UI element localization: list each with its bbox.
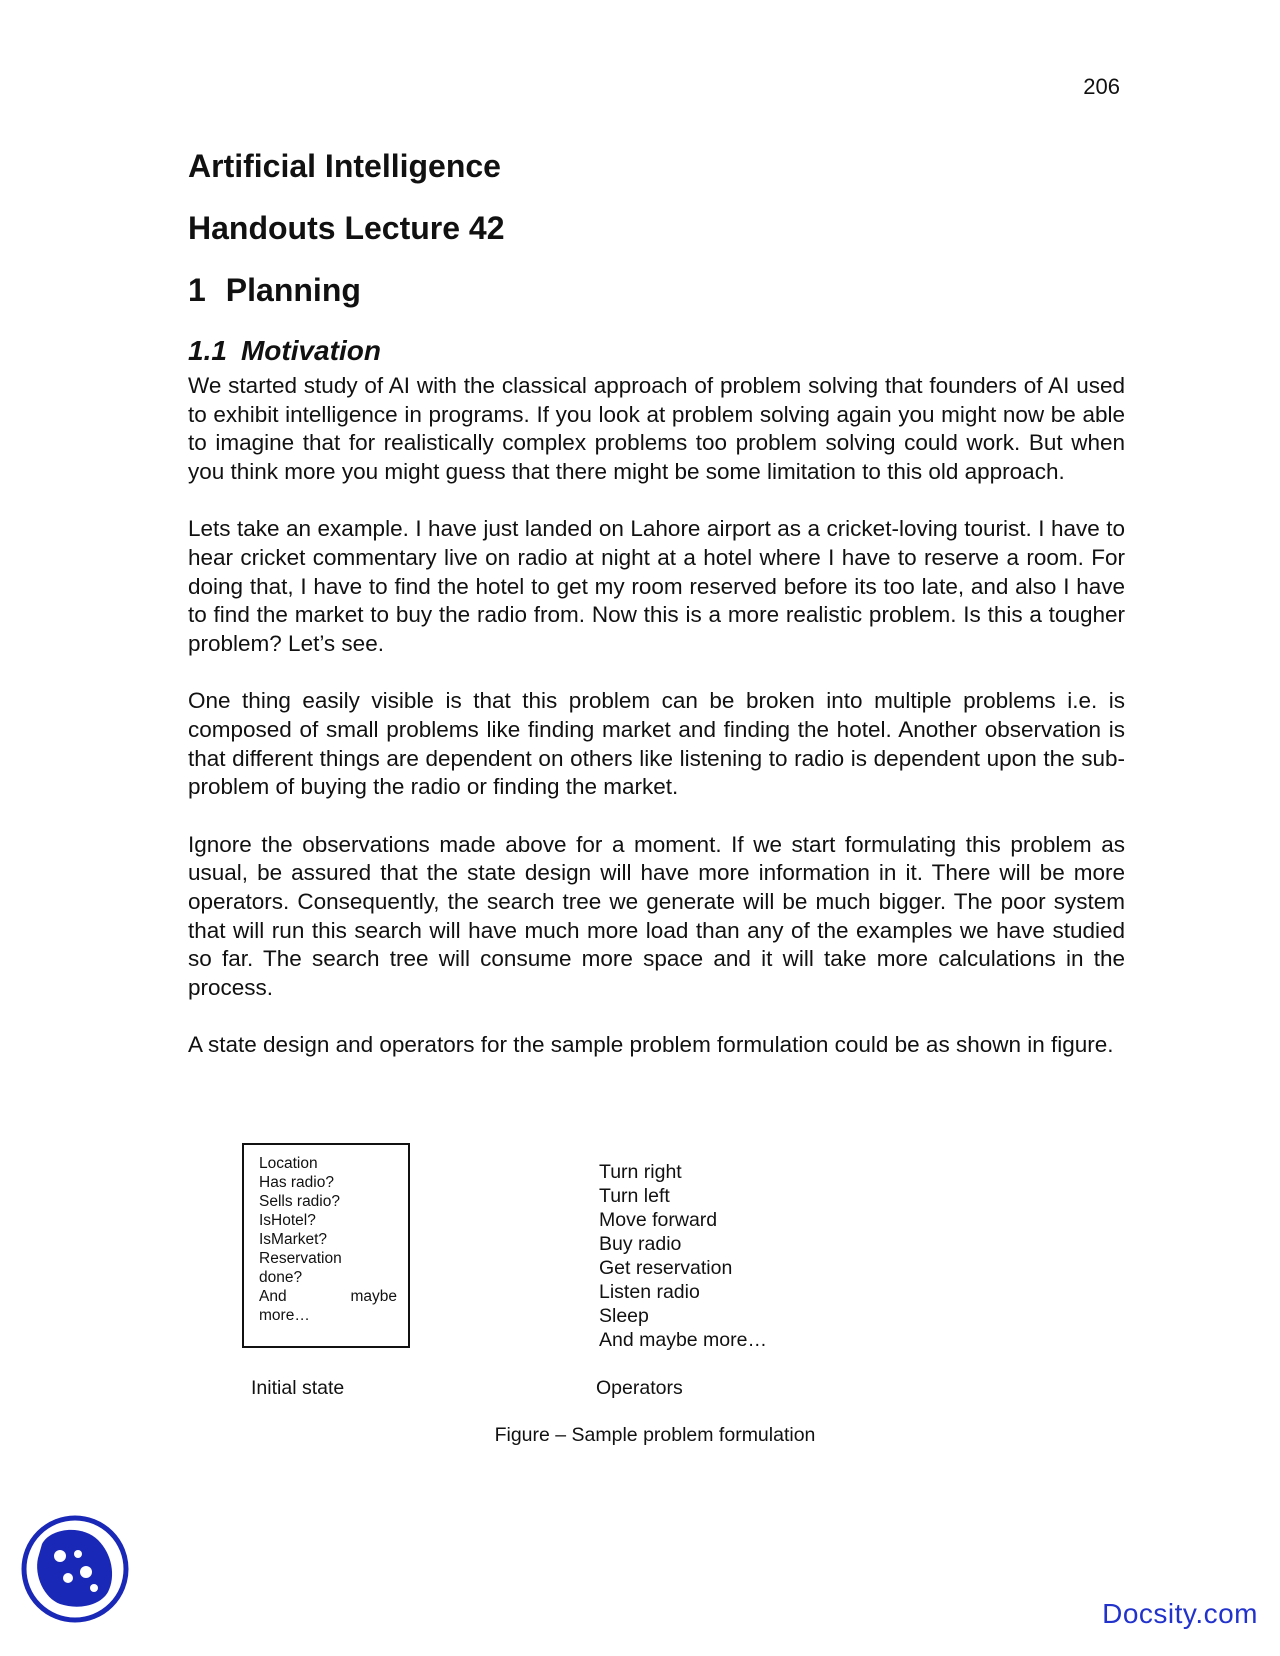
section-number: 1 (188, 272, 206, 308)
subsection-heading (188, 334, 1125, 368)
state-item: IsMarket? (259, 1231, 328, 1248)
paragraph: We started study of AI with the classical approach of problem solving that founders of AI used to exhibit intelligence in programs. If you look at problem solving again you might now be able to imagine that for realistically complex problems too problem solving could work. But when you think more you might guess that there might be some limitation to this old approach. (188, 373, 1125, 485)
section-heading (188, 270, 1125, 310)
operator-item: Get reservation (599, 1257, 733, 1279)
subsection-number: 1.1 (188, 335, 227, 366)
paragraph: One thing easily visible is that this problem can be broken into multiple problems i.e. is composed of small problems like finding market and finding the hotel. Another observation is that different things are dependent on others like listening to radio is dependent upon the sub-problem of buying the radio or finding the market. (188, 688, 1125, 800)
operators-list (599, 1160, 767, 1352)
state-item: Reservation (259, 1250, 342, 1267)
docsity-logo-icon[interactable] (20, 1514, 130, 1624)
operator-item: Turn left (599, 1185, 670, 1207)
operators-label: Operators (596, 1377, 683, 1399)
document-body (188, 146, 1125, 1060)
state-item-right: maybe (350, 1288, 397, 1305)
initial-state-box (242, 1143, 410, 1348)
paragraph: Ignore the observations made above for a moment. If we start formulating this problem as usual, be assured that the state design will have more information in it. There will be more operators. Consequently, the search tree we generate will be much bigger. The poor system that will run this search will have much more load than any of the examples we have studied so far. The search tree will consume more space and it will take more calculations in the process. (188, 831, 1125, 1001)
operator-item: Sleep (599, 1305, 649, 1327)
state-item: done? (259, 1269, 303, 1286)
state-item-spread (259, 1287, 397, 1306)
page-number: 206 (1083, 74, 1120, 99)
state-item: Sells radio? (259, 1193, 340, 1210)
section-title: Planning (225, 272, 361, 308)
state-item: IsHotel? (259, 1212, 316, 1229)
state-item: Has radio? (259, 1174, 334, 1191)
operator-item: Turn right (599, 1161, 682, 1183)
operator-item: Listen radio (599, 1281, 700, 1303)
operator-item: Move forward (599, 1209, 718, 1231)
initial-state-label: Initial state (251, 1377, 345, 1399)
state-item: Location (259, 1155, 318, 1172)
state-item-left: And (259, 1288, 287, 1305)
state-item: more… (259, 1307, 310, 1324)
brand-link[interactable]: Docsity.com (1102, 1598, 1258, 1629)
subsection-title: Motivation (240, 335, 381, 366)
figure-caption: Figure – Sample problem formulation (494, 1424, 816, 1446)
paragraph: Lets take an example. I have just landed on Lahore airport as a cricket-loving tourist. I have to hear cricket commentary live on radio at night at a hotel where I have to reserve a room. For doing that, I have to find the hotel to get my room reserved before its too late, and also I have to find the market to buy the radio from. Now this is a more realistic problem. Is this a tougher problem? Let’s see. (188, 516, 1125, 657)
operator-item: And maybe more… (599, 1329, 767, 1351)
paragraph: A state design and operators for the sample problem formulation could be as shown in figure. (188, 1032, 1114, 1058)
course-title: Artificial Intelligence (188, 148, 501, 184)
operator-item: Buy radio (599, 1233, 682, 1255)
handout-title: Handouts Lecture 42 (188, 210, 505, 246)
